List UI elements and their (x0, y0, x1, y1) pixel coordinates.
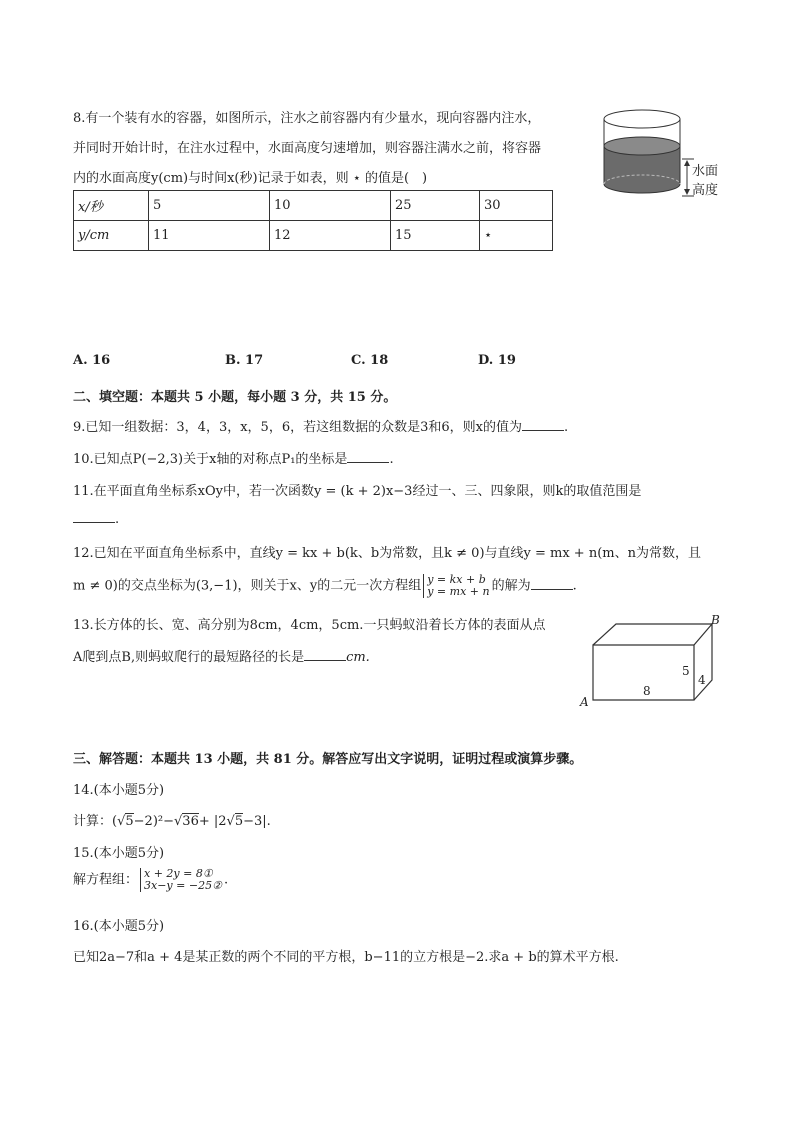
q16-text: 已知2a−7和a + 4是某正数的两个不同的平方根，b−11的立方根是−2.求a + b的算术平方根. (73, 950, 619, 965)
q8-line-3: 内的水面高度y(cm)与时间x(秒)记录于如表，则 ⋆ 的值是( ) (73, 171, 428, 186)
q14-part: 计算：( (73, 814, 118, 829)
equation-2: y = mx + n (427, 585, 490, 598)
q13-text: A爬到点B,则蚂蚁爬行的最短路径的长是 (73, 650, 305, 665)
length-label: 8 (643, 684, 651, 698)
q8-data-table (73, 190, 553, 251)
table-cell: 12 (270, 221, 391, 251)
q14-body: 计算：(√5−2)²−√36+ |2√5−3|. (73, 814, 271, 829)
q13-unit: cm. (346, 650, 370, 665)
q8-line-1: 8.有一个装有水的容器，如图所示，注水之前容器内有少量水，现向容器内注水， (73, 111, 541, 126)
q13-line-2 (73, 646, 370, 665)
width-label: 4 (698, 673, 706, 687)
q12-line-2: m ≠ 0)的交点坐标为(3,−1)，则关于x、y的二元一次方程组 y = kx + b y = mx + n 的解为 . (73, 573, 577, 598)
radicand: 36 (182, 814, 199, 829)
height-label: 5 (682, 664, 690, 678)
q12-text-a: m ≠ 0)的交点坐标为(3,−1)，则关于x、y的二元一次方程组 (73, 578, 422, 594)
q11-end: . (115, 512, 120, 527)
table-cell: 11 (149, 221, 270, 251)
q14-part: −3|. (243, 814, 271, 829)
table-cell: ⋆ (480, 221, 553, 251)
equation-1: y = kx + b (427, 573, 486, 586)
q9-text: 9.已知一组数据：3，4，3，x，5，6，若这组数据的众数是3和6，则x的值为 (73, 420, 522, 435)
option-d: D. 19 (478, 353, 516, 368)
q11-line-1: 11.在平面直角坐标系xOy中，若一次函数y = (k + 2)x−3经过一、三、四象限，则k的取值范围是 (73, 484, 642, 499)
figure-label-height: 高度 (692, 183, 719, 198)
table-cell: 15 (391, 221, 480, 251)
table-cell: 30 (480, 191, 553, 221)
answer-blank (347, 450, 389, 463)
table-cell: 5 (149, 191, 270, 221)
q16-title: 16.(本小题5分) (73, 919, 165, 934)
table-row (74, 221, 553, 251)
q12-line-1: 12.已知在平面直角坐标系中，直线y = kx + b(k、b为常数，且k ≠ 0)与直线y = mx + n(m、n为常数，且 (73, 546, 701, 561)
table-cell: y/cm (74, 221, 149, 251)
q13-line-1: 13.长方体的长、宽、高分别为8cm，4cm，5cm.一只蚂蚁沿着长方体的表面从点 (73, 618, 546, 633)
q10: 10.已知点P(−2,3)关于x轴的对称点P₁的坐标是 . (73, 452, 394, 467)
q15-title: 15.(本小题5分) (73, 846, 165, 861)
q15-text: 解方程组： (73, 872, 139, 888)
section-heading-answer: 三、解答题：本题共 13 小题，共 81 分。解答应写出文字说明，证明过程或演算步骤。 (73, 752, 583, 767)
option-b: B. 17 (225, 353, 264, 368)
q15-end: . (223, 872, 229, 888)
point-b-label: B (711, 613, 720, 627)
cuboid-figure (578, 612, 728, 712)
q10-text: 10.已知点P(−2,3)关于x轴的对称点P₁的坐标是 (73, 452, 348, 467)
answer-blank (522, 418, 564, 431)
option-c: C. 18 (351, 353, 389, 368)
table-cell: 10 (270, 191, 391, 221)
figure-label-water: 水面 (692, 164, 719, 179)
equation-2: 3x−y = −25② (144, 879, 222, 892)
radicand: 5 (125, 814, 134, 829)
point-a-label: A (580, 695, 589, 709)
equation-system (140, 868, 222, 892)
table-cell: 25 (391, 191, 480, 221)
q14-title: 14.(本小题5分) (73, 783, 165, 798)
answer-blank (304, 648, 346, 661)
q9: 9.已知一组数据：3，4，3，x，5，6，若这组数据的众数是3和6，则x的值为 . (73, 420, 569, 435)
equation-system (423, 574, 489, 598)
answer-blank (531, 577, 573, 590)
table-row (74, 191, 553, 221)
section-heading-fill-blank: 二、填空题：本题共 5 小题，每小题 3 分，共 15 分。 (73, 390, 397, 405)
table-cell: x/秒 (74, 191, 149, 221)
q14-part: + |2 (198, 814, 227, 829)
radicand: 5 (234, 814, 244, 829)
q12-text-b: 的解为 (491, 578, 531, 594)
answer-blank (73, 510, 115, 523)
q8-line-2: 并同时开始计时，在注水过程中，水面高度匀速增加，则容器注满水之前，将容器 (73, 141, 542, 156)
q11-line-2 (73, 510, 119, 527)
equation-1: x + 2y = 8① (144, 867, 213, 880)
option-a: A. 16 (73, 353, 111, 368)
q15-body (73, 868, 228, 892)
q14-part: −2)²− (133, 814, 174, 829)
